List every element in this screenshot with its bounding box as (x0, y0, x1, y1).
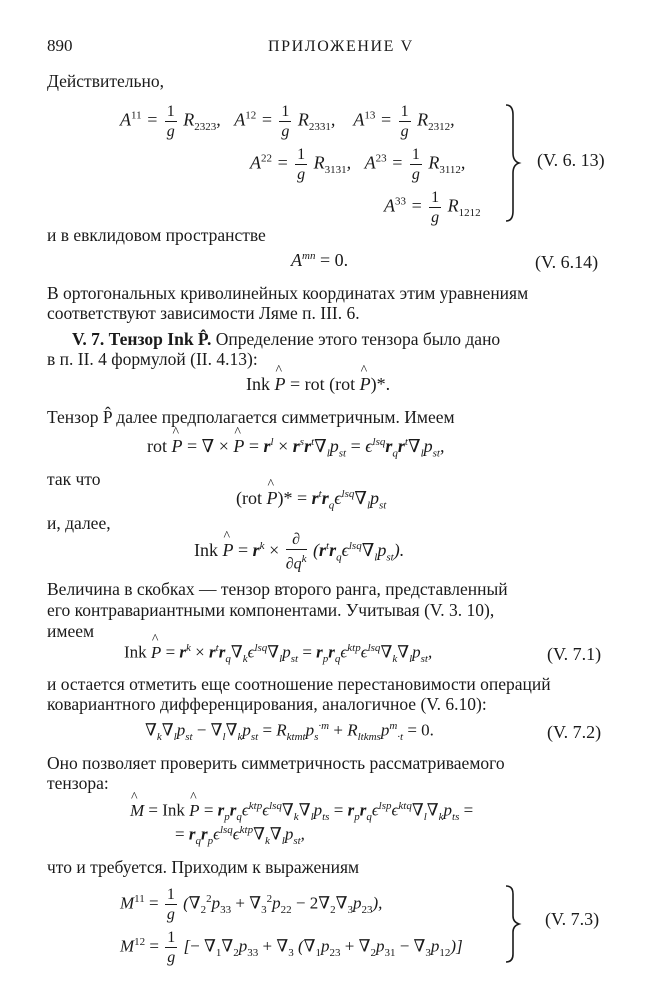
equation-rot-star: (rot P ^)* = $r^tr_q\epsilon^{lsq}\nabla_lp_{st}$ (236, 488, 386, 512)
equation-commutation: $\nabla_k\nabla_lp_{st} - \nabla_l\nabla_kp_{st} = R_{ktmt}p_s^{\cdot m} + R_{ltkms}p^m_{\cdot t} = 0$. (145, 720, 434, 744)
text-line: Тензор P̂ далее предполагается симметричным. Имеем (47, 407, 455, 427)
text-line: в п. II. 4 формулой (II. 4.13): (47, 349, 258, 369)
text-line: В ортогональных криволинейных координатах этим уравнениям (47, 283, 529, 303)
text-line: Величина в скобках — тензор второго ранга, представленный (47, 579, 508, 599)
text-line: имеем (47, 621, 95, 641)
text-line: и остается отметить еще соотношение перестановимости операций (47, 674, 551, 694)
page-number: 890 (47, 36, 73, 55)
equation-m12: $M^{12}$ = $\frac{1}{g}$ [− $\nabla_1\nabla_2p_{33} + \nabla_3$ $(\nabla_1p_{23} + \nabla_2p_{31} - \nabla_3p_{12})$] (120, 929, 463, 966)
text-line: так что (47, 469, 101, 489)
equation-number: (V. 6. 13) (537, 150, 605, 170)
text-line: и в евклидовом пространстве (47, 225, 266, 245)
equation-a-row3: $A^{33}$ = $\frac{1}{g}$ $R_{1212}$ (384, 189, 481, 226)
equation-a-row1: $A^{11}$ = $\frac{1}{g}$ $R_{2323}$, $A^{12}$ = $\frac{1}{g}$ $R_{2331}$, $A^{13}$ = $\frac{1}{g}$ $R_{2312}$, (120, 103, 455, 140)
text-line: ковариантного дифференцирования, аналогичное (V. 6.10): (47, 694, 487, 714)
section-heading (72, 328, 500, 350)
right-brace (503, 884, 523, 964)
equation-ink-expand: Ink P ^ = $r^k$ × $\frac{\partial}{\partial q^k}$ $(r^tr_q\epsilon^{lsq}\nabla_lp_{st})$. (194, 530, 404, 573)
running-title: ПРИЛОЖЕНИЕ V (268, 38, 414, 55)
text-line: что и требуется. Приходим к выражениям (47, 857, 360, 877)
equation-ink-def: Ink P ^ = rot (rot P ^)*. (246, 374, 390, 395)
equation-ink-full: Ink P ^ = $r^k \times r^tr_q\nabla_k\epsilon^{lsq}\nabla_lp_{st} = r_pr_q\epsilon^{ktp}\epsilon^{lsq}\nabla_k\nabla_lp_{st}$, (124, 642, 432, 665)
equation-rot-p: rot P ^ = ∇ × P ^ = $r^l \times r^sr^t\nabla_lp_{st} = \epsilon^{lsq}r_qr^t\nabla_lp_{st}$, (147, 436, 444, 460)
section-text: Определение этого тензора было дано (215, 329, 501, 349)
equation-number: (V. 7.3) (545, 909, 600, 929)
right-brace (503, 103, 523, 223)
text-line: Оно позволяет проверить симметричность рассматриваемого (47, 753, 505, 773)
equation-amn: $A^{mn} = 0$. (291, 250, 349, 270)
section-title: V. 7. Тензор Ink P̂. (72, 329, 212, 349)
text-line: соответствуют зависимости Ляме п. III. 6. (47, 303, 360, 323)
text-line: его контравариантными компонентами. Учитывая (V. 3. 10), (47, 600, 495, 620)
equation-number: (V. 6.14) (535, 252, 599, 272)
equation-m-row2: = $r_qr_p\epsilon^{lsq}\epsilon^{ktp}\nabla_k\nabla_lp_{st}$, (175, 824, 305, 848)
equation-number: (V. 7.2) (547, 722, 602, 742)
equation-number: (V. 7.1) (547, 644, 602, 664)
text-line: тензора: (47, 773, 109, 793)
equation-m-row1: M ^ = Ink P ^ = $r_pr_q\epsilon^{ktp}\epsilon^{lsq}\nabla_k\nabla_lp_{ts} = r_pr_q\epsilon^{lsp}\epsilon^{ktq}\nabla_l\nabla_kp_{ts}$ = (130, 800, 473, 823)
equation-a-row2: $A^{22}$ = $\frac{1}{g}$ $R_{3131}$, $A^{23}$ = $\frac{1}{g}$ $R_{3112}$, (250, 146, 466, 183)
text-line: и, далее, (47, 513, 111, 533)
text-line: Действительно, (47, 71, 164, 91)
equation-m11: $M^{11}$ = $\frac{1}{g}$ $(\nabla_2^2p_{33} + \nabla_3^2p_{22} - 2\nabla_2\nabla_3p_{23})$, (120, 886, 383, 923)
